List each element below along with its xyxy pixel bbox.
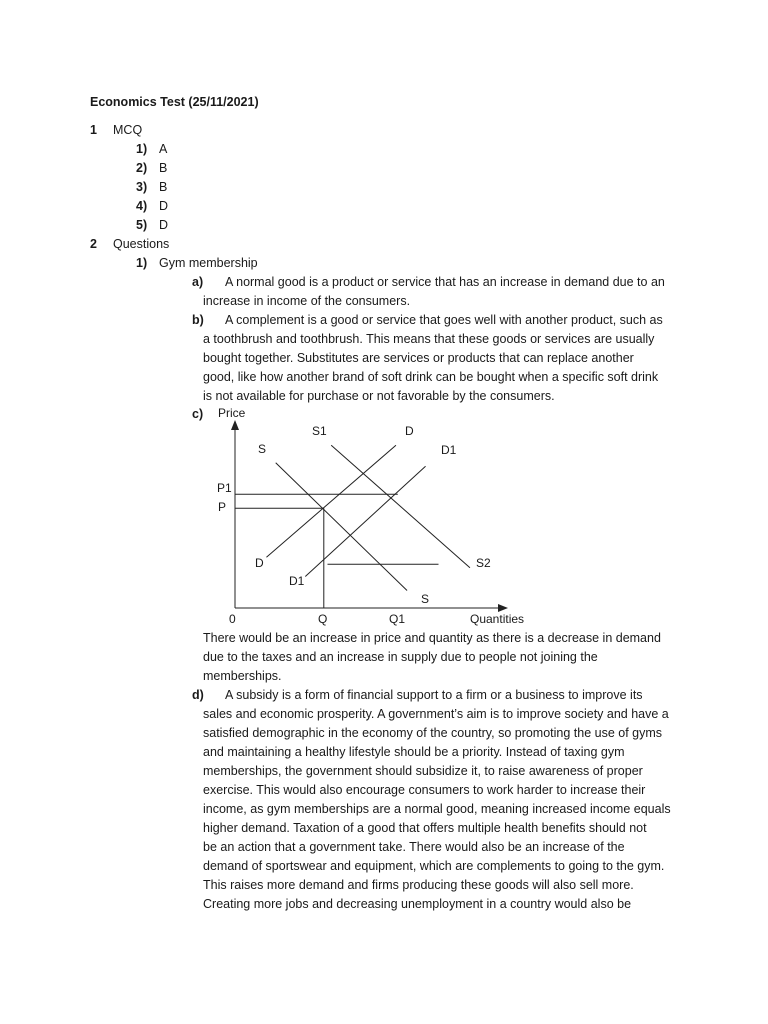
part-c-label: c) [192, 407, 204, 421]
part-b-label: b) [192, 313, 204, 327]
section-1-number: 1 [90, 123, 97, 137]
text-line: increase in income of the consumers. [203, 294, 411, 308]
text-line: a toothbrush and toothbrush. This means that these goods or services are usually [203, 332, 655, 346]
mcq-number: 4) [136, 199, 148, 213]
text-line: sales and economic prosperity. A government’s aim is to improve society and have a [203, 707, 669, 721]
text-line: This raises more demand and firms producing these goods will also sell more. [203, 878, 634, 892]
mcq-number: 2) [136, 161, 148, 175]
text-line: and maintaining a healthy lifestyle should be a priority. Instead of taxing gym [203, 745, 625, 759]
text-line: memberships, the government should subsidize it, to raise awareness of proper [203, 764, 643, 778]
section-2-number: 2 [90, 237, 97, 251]
text-line: A subsidy is a form of financial support to a firm or a business to improve its [225, 688, 643, 702]
mcq-answer: A [159, 142, 168, 156]
mcq-number: 1) [136, 142, 148, 156]
question-number: 1) [136, 256, 148, 270]
text-line: income, as gym memberships are a normal good, meaning increased income equals [203, 802, 671, 816]
text-line: be an action that a government take. There would also be an increase of the [203, 840, 625, 854]
curve-label: D [405, 424, 414, 438]
section-1-heading: MCQ [113, 123, 143, 137]
text-line: demand of sportswear and equipment, which are complements to going to the gym. [203, 859, 665, 873]
curve-label: D1 [441, 443, 457, 457]
part-d-paragraph [192, 686, 683, 914]
text-line: memberships. [203, 669, 282, 683]
origin-label: 0 [229, 612, 236, 626]
mcq-answer: D [159, 199, 169, 213]
mcq-number: 3) [136, 180, 148, 194]
curve-label: S [421, 592, 430, 606]
x-tick-label: Q1 [389, 612, 406, 626]
text-line: Creating more jobs and decreasing unemployment in a country would also be [203, 897, 632, 911]
text-line: There would be an increase in price and quantity as there is a decrease in demand [203, 631, 661, 645]
text-line: bought together. Substitutes are services or products that can replace another [203, 351, 634, 365]
curve-d [266, 445, 396, 557]
y-tick-label: P [218, 500, 227, 514]
text-line: satisfied demographic in the economy of the country, so promoting the use of gyms [203, 726, 663, 740]
text-line: good, like how another brand of soft drink can be bought when a specific soft drink [203, 370, 659, 384]
text-line: due to the taxes and an increase in supply due to people not joining the [203, 650, 598, 664]
text-line: A complement is a good or service that goes well with another product, such as [225, 313, 663, 327]
part-c-paragraph [203, 629, 683, 686]
section-2-heading: Questions [113, 237, 170, 251]
curve-label: D1 [289, 574, 305, 588]
mcq-answer: B [159, 161, 168, 175]
part-d-label: d) [192, 688, 204, 702]
y-axis-label: Price [218, 406, 246, 420]
curve-label: S2 [476, 556, 491, 570]
mcq-number: 5) [136, 218, 148, 232]
text-line: is not available for purchase or not favorable by the consumers. [203, 389, 555, 403]
curve-label: S1 [312, 424, 327, 438]
text-line: A normal good is a product or service that has an increase in demand due to an [225, 275, 665, 289]
curve-label: S [258, 442, 267, 456]
question-title: Gym membership [159, 256, 258, 270]
y-axis-arrow-icon [231, 420, 239, 430]
x-axis-label: Quantities [470, 612, 525, 626]
curve-label: D [255, 556, 264, 570]
mcq-answer: D [159, 218, 169, 232]
text-line: exercise. This would also encourage consumers to work harder to increase their [203, 783, 646, 797]
x-axis-arrow-icon [498, 604, 508, 612]
curve-s1 [331, 445, 470, 568]
document-title: Economics Test (25/11/2021) [90, 95, 259, 109]
text-line: higher demand. Taxation of a good that offers multiple health benefits should not [203, 821, 647, 835]
y-tick-label: P1 [217, 481, 232, 495]
mcq-answer: B [159, 180, 168, 194]
x-tick-label: Q [318, 612, 328, 626]
curve-s [276, 463, 407, 591]
part-a-label: a) [192, 275, 204, 289]
